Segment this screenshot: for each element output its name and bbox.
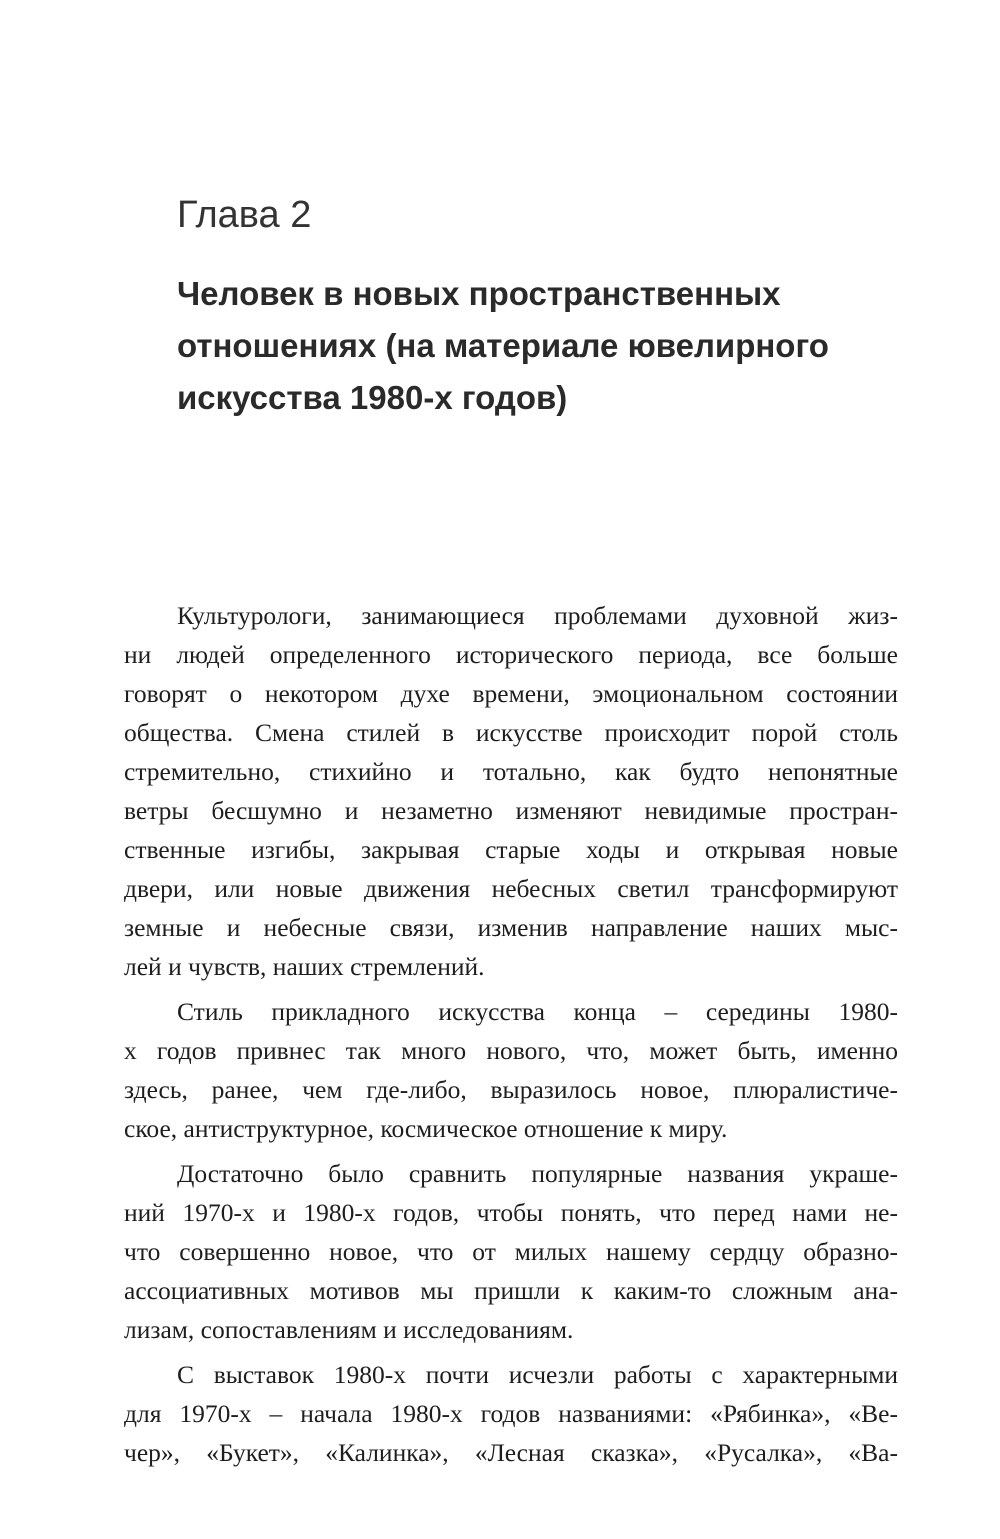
text-line: Культурологи, занимающиеся проблемами духовной жиз-	[177, 601, 898, 630]
text-line: С выставок 1980-х почти исчезли работы с характерными	[177, 1360, 898, 1389]
chapter-title-line: Человек в новых пространственных	[177, 275, 781, 312]
text-line: здесь, ранее, чем где-либо, выразилось новое, плюралистиче-	[124, 1075, 898, 1104]
paragraph	[124, 992, 898, 1148]
paragraph	[124, 596, 898, 986]
text-line: ское, антиструктурное, космическое отношение к миру.	[124, 1114, 728, 1143]
text-line: ний 1970-х и 1980-х годов, чтобы понять, что перед нами не-	[124, 1198, 898, 1227]
text-line: х годов привнес так много нового, что, может быть, именно	[124, 1036, 898, 1065]
text-line: что совершенно новое, что от милых нашему сердцу образно-	[124, 1237, 898, 1266]
text-line: ветры бесшумно и незаметно изменяют невидимые простран-	[124, 796, 898, 825]
paragraph	[124, 1355, 898, 1472]
text-line: общества. Смена стилей в искусстве происходит порой столь	[124, 718, 898, 747]
chapter-title-line: отношениях (на материале ювелирного	[177, 327, 829, 364]
text-line: двери, или новые движения небесных светил трансформируют	[124, 874, 898, 903]
text-line: лей и чувств, наших стремлений.	[124, 952, 485, 981]
chapter-label: Глава 2	[177, 194, 312, 236]
chapter-title-line: искусства 1980-х годов)	[177, 379, 568, 416]
text-line: ственные изгибы, закрывая старые ходы и открывая новые	[124, 835, 898, 864]
text-line: чер», «Букет», «Калинка», «Лесная сказка», «Русалка», «Ва-	[124, 1438, 898, 1467]
text-line: ассоциативных мотивов мы пришли к каким-то сложным ана-	[124, 1276, 898, 1305]
text-line: говорят о некотором духе времени, эмоциональном состоянии	[124, 679, 898, 708]
text-line: ни людей определенного исторического периода, все больше	[124, 640, 898, 669]
paragraph	[124, 1154, 898, 1349]
text-line: лизам, сопоставлениям и исследованиям.	[124, 1315, 574, 1344]
body-text	[124, 596, 898, 1478]
text-line: Стиль прикладного искусства конца – середины 1980-	[177, 997, 898, 1026]
chapter-title	[177, 268, 907, 424]
text-line: Достаточно было сравнить популярные названия украше-	[177, 1159, 898, 1188]
text-line: для 1970-х – начала 1980-х годов названиями: «Рябинка», «Ве-	[124, 1399, 898, 1428]
text-line: стремительно, стихийно и тотально, как будто непонятные	[124, 757, 898, 786]
text-line: земные и небесные связи, изменив направление наших мыс-	[124, 913, 898, 942]
